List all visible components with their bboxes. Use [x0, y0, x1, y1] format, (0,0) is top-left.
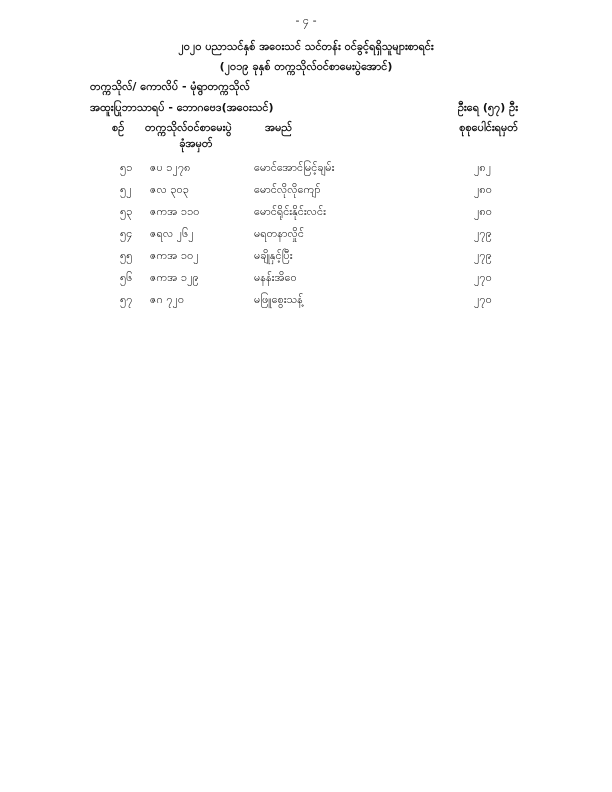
table-row	[0, 205, 612, 221]
major-line: အထူးပြုဘာသာရပ် - ဘောဂဗေဒ(အဝေးသင်)	[90, 101, 274, 114]
cell-no: ၅၆	[120, 271, 133, 284]
cell-score: ၂၇၉	[474, 227, 492, 240]
document-title: ၂၀၂၀ ပညာသင်နှစ် အဝေးသင် သင်တန်း ဝင်ခွင့်ရရှိသူများစာရင်း	[178, 40, 434, 53]
table-row	[0, 227, 612, 243]
page-number: - ၄ -	[295, 14, 317, 27]
university-line: တက္ကသိုလ်/ ကောလိပ် - မုံရွာတက္ကသိုလ်	[90, 80, 250, 93]
candidate-count: ဦးရေ (၅၇) ဦး	[457, 101, 518, 114]
table-row	[0, 271, 612, 287]
header-roll-line2: ခုံအမှတ်	[179, 137, 213, 150]
cell-name: မချိုနှင့်ပြီး	[254, 249, 293, 262]
cell-name: မောင်ရိုင်းနိုင်းလင်း	[254, 205, 326, 218]
cell-score: ၂၈၀	[474, 183, 492, 196]
cell-name: မောင်အောင်မြင့်ချမ်း	[254, 161, 335, 174]
cell-no: ၅၄	[120, 227, 133, 240]
header-no: စဉ်	[112, 121, 125, 134]
table-row	[0, 249, 612, 265]
cell-name: မရတနာလှိုင်	[254, 227, 304, 240]
header-score: စုစုပေါင်းရမှတ်	[459, 121, 518, 134]
cell-roll: ဇလ ၃၀၃	[150, 183, 189, 196]
document-subtitle: (၂၀၁၉ ခုနှစ် တက္ကသိုလ်ဝင်စာမေးပွဲအောင်)	[219, 60, 393, 73]
cell-roll: ဇရလ ၂၆၂	[150, 227, 194, 240]
header-name: အမည်	[265, 121, 293, 134]
table-row	[0, 161, 612, 177]
cell-score: ၂၈၂	[474, 161, 492, 174]
cell-name: မနန်းအိဝေ	[254, 271, 297, 284]
cell-score: ၂၇၀	[474, 271, 492, 284]
cell-score: ၂၈၀	[474, 205, 492, 218]
cell-no: ၅၇	[120, 293, 133, 306]
cell-no: ၅၅	[120, 249, 133, 262]
cell-no: ၅၃	[120, 205, 133, 218]
cell-roll: ဇကအ ၁၀၂	[150, 249, 199, 262]
cell-name: မဖြူစွေးသန့်	[254, 293, 303, 306]
cell-no: ၅၂	[120, 183, 132, 196]
cell-score: ၂၇၉	[474, 249, 492, 262]
cell-roll: ဇကအ ၁၂၉	[150, 271, 199, 284]
table-row	[0, 183, 612, 199]
cell-name: မောင်လိုလိုကျော်	[254, 183, 321, 196]
cell-roll: ဇဂ ၇၂၀	[150, 293, 185, 306]
header-roll: တက္ကသိုလ်ဝင်စာမေးပွဲ	[145, 121, 232, 134]
cell-roll: ဇပ ၁၂၇၈	[150, 161, 191, 174]
cell-score: ၂၇၀	[474, 293, 492, 306]
cell-no: ၅၁	[120, 161, 133, 174]
table-row	[0, 293, 612, 309]
cell-roll: ဇကအ ၁၁၀	[150, 205, 200, 218]
